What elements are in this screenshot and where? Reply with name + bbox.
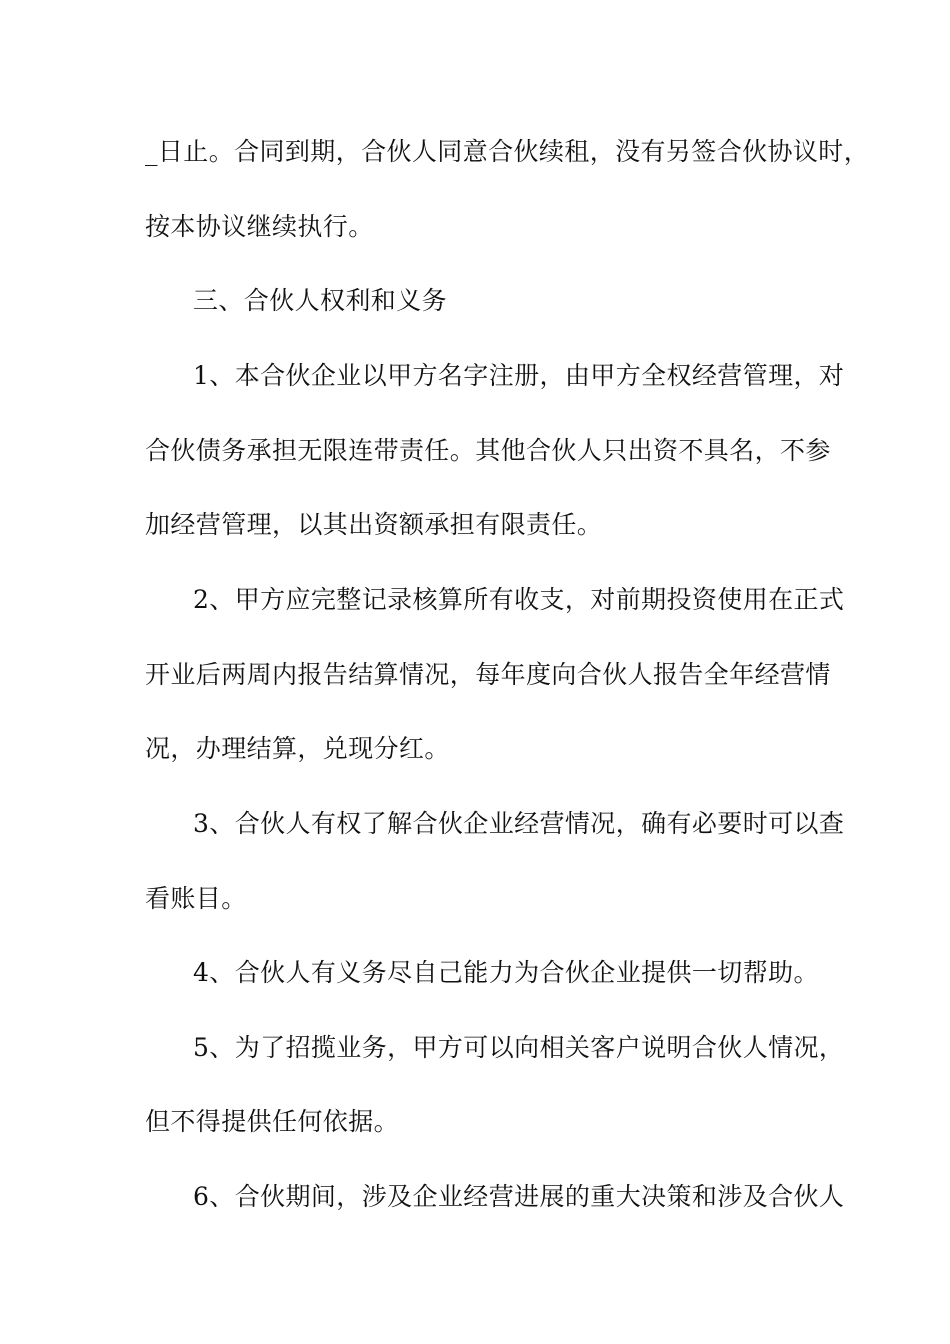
text-line: 况，办理结算，兑现分红。	[145, 734, 450, 763]
text-line: 2、甲方应完整记录核算所有收支，对前期投资使用在正式	[193, 585, 845, 614]
text-line: 1、本合伙企业以甲方名字注册，由甲方全权经营管理，对	[193, 361, 845, 390]
text-line: 按本协议继续执行。	[145, 212, 374, 241]
text-line: 4、合伙人有义务尽自己能力为合伙企业提供一切帮助。	[193, 958, 819, 987]
text-line: _日止。合同到期，合伙人同意合伙续租，没有另签合伙协议时，	[145, 137, 870, 166]
text-line: 3、合伙人有权了解合伙企业经营情况，确有必要时可以查	[193, 809, 845, 838]
text-line: 开业后两周内报告结算情况，每年度向合伙人报告全年经营情	[145, 660, 831, 689]
text-line: 6、合伙期间，涉及企业经营进展的重大决策和涉及合伙人	[193, 1182, 845, 1211]
text-line: 加经营管理，以其出资额承担有限责任。	[145, 510, 603, 539]
text-line: 5、为了招揽业务，甲方可以向相关客户说明合伙人情况，	[193, 1033, 845, 1062]
section-heading: 三、合伙人权利和义务	[193, 286, 448, 315]
text-line: 看账目。	[145, 884, 247, 913]
text-line: 但不得提供任何依据。	[145, 1107, 400, 1136]
text-line: 合伙债务承担无限连带责任。其他合伙人只出资不具名，不参	[145, 436, 831, 465]
